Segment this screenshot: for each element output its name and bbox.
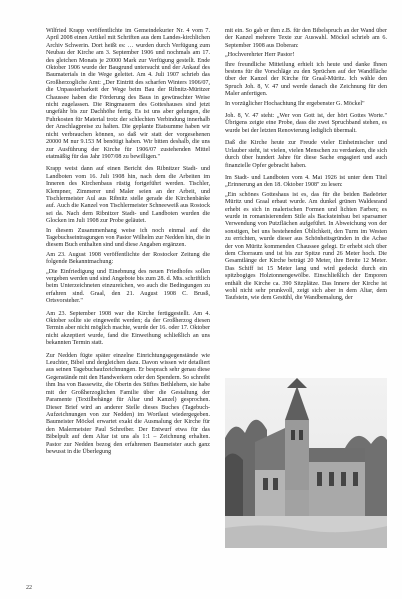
paragraph: Daß die Kirche heute zur Freude vieler Einheimischer und Urlauber steht, ist vielen, vielen Menschen zu verdanken, die sich durch über hundert Jahre für diese Sache engagiert und auch finanzielle Opfer gebracht haben. bbox=[225, 140, 387, 169]
right-text-column bbox=[225, 28, 387, 305]
page-number: 22 bbox=[26, 585, 32, 591]
paragraph: Im Stadt- und Landboten vom 4. Mai 1926 ist unter dem Titel „Erinnerung an den 18. Oktober 1908" zu lesen: bbox=[225, 174, 387, 189]
church-photo-graphic bbox=[225, 378, 387, 548]
quote-paragraph: „Die Einfriedigung und Einebnung des neuen Friedhofes sollen vergeben werden und sind Angebote bis zum 28. d. Mts. schriftlich beim Unterzeichneten einzureichen, wo auch die Bedingungen zu erfahren sind. Graal, den 21. August 1908 C. Brusß, Ortsvorsteher." bbox=[46, 268, 210, 305]
paragraph: Zur Nedden fügte später einzelne Einrichtungsgegenstände wie Leuchter, Bibel und dergleichen dazu. Davon wissen wir detailiert aus seinen Tagebuchaufzeichnungen. Er besprach sehr genau diese Gegenstände mit den Handwerkern oder den Spendern. So schreibt ihm Ina von Bassewitz, die Oberin des Stiftes Bethlehem, sie habe mit der Großherzoglichen Familie über die Gestaltung der Paramente (Textilbehänge für Altar und Kanzel) gesprochen. Dieser Brief wird an anderer Stelle dieses Buches (Tagebuch-Aufzeichnungen von zur Nedden) im Wortlaut wiedergegeben. Baumeister Möckel erwartet exakt die Ausmalung der Kirche für den Malermeister Paul Schreiber. Der Entwurf etwa für das Bibelpult auf dem Altar ist uns als 1:1 – Zeichnung erhalten. Pastor zur Nedden bezog den erfahrenen Baumeister auch ganz bewusst in die Überlegung bbox=[46, 352, 210, 455]
paragraph: Krapp weist dann auf einen Bericht des Ribnitzer Stadt- und Landboten vom 16. Juli 1908 hin, nach dem die Arbeiten im Inneren des Kirchenbaus rüstig fortgeführt werden. Tischler, Klempner, Zimmerer und Maler seien an der Arbeit, und Tischlermeister Aul aus Ribnitz stelle gerade die Kirchenbänke auf. Auch die Kanzel von Tischlermeister Schneeweiß aus Rostock sei da. Nach dem Ribnitzer Stadt- und Landboten wurden die Glocken im Juli 1908 zur Probe geläutet. bbox=[46, 166, 210, 225]
paragraph: Wilfried Krapp veröffentlichte im Gemeindekurier Nr. 4 vom 7. April 2008 einen Artikel mit Schriften aus dem Landes-kirchlichen Archiv Schwerin. Dort heißt es: … wurden durch Verfügung zum Neubau der Kirche am 3. September 1906 und nochmals am 17. des gleichen Monats je 20000 Mark zur Verfügung gestellt. Ende Oktober 1906 wurde der Baugrund untersucht und der Ankauf des Baumaterials in die Wege geleitet. Am 4. Juli 1907 schrieb das Großherzogliche Amt: „Der Eintritt des scharfen Winters 1906/07, die Unpassierbarkeit der Wege beim Bau der Ribnitz-Müritzer Chaussee haben die Förderung des Baus in gewünschter Weise nicht zugelassen. Die Ringmauern des Gotteshauses sind jetzt ungefähr bis zur Dachhöhe fertig. Es ist uns aber gelungen, die Fuhrkosten für Material trotz der schlechten Verbindung innerhalb der Anschlagpreise zu halten. Die geplante Etatsumme haben wir nicht verbrauchen können, so daß wir statt der vorgesehenen 20000 M nur 9.153 M benötigt haben. Wir bitten deshalb, die uns zur Ausführung der Kirche für 1906/07 zustehenden Mittel etatmäßig für das Jahr 1907/08 zu bewilligen." bbox=[46, 28, 210, 160]
quote-paragraph: „Ein schönes Gotteshaus ist es, das für die beiden Badeörter Müritz und Graal erbaut wurde. Am dunkel grünen Waldesrand erhebt es sich in malerischen Formen und lichten Farben; es wurde in romanisierendem Stile als Backsteinbau bei sparsamer Verwendung von Putzflächen aufgeführt. In Abweichung von der sonstigen, bei uns bestehenden Üblichkeit, den Turm im Westen zu errichten, wurde dieser aus Schönheitsgründen in die Achse der von Müritz kommenden Chaussee gelegt. Er erhebt sich über dem Chorraum und ist bis zur Spitze rund 26 Meter hoch. Die Gesamtlänge der Kirche beträgt 20 Meter, ihre Breite 12 Meter. Das Schiff ist 15 Meter lang und wird gedeckt durch ein spitzbogiges Holztonnengewölbe. Einschließlich der Emporen enthält die Kirche ca. 390 Sitzplätze. Das Innere der Kirche ist wohl nicht sehr prunkvoll, zeigt sich aber in dem Altar, dem Taufstein, wie dem Gestühl, die Wandbemalung, der bbox=[225, 191, 387, 302]
paragraph: Am 23. August 1908 veröffentlichte der Rostocker Zeitung die folgende Bekanntmachung: bbox=[46, 251, 210, 266]
church-photo bbox=[225, 378, 387, 548]
letter-closing: In vorzüglicher Hochachtung Ihr ergebenster G. Möckel" bbox=[225, 100, 365, 107]
paragraph: Am 23. September 1908 war die Kirche fertiggestellt. Am 4. Oktober sollte sie eingeweiht werden; da der Großherzog diesen Termin aber nicht möglich machte, wurde der 16. oder 17. Oktober nicht akzeptiert wurde, fand die Einweihung schließlich an uns bekannten Termin statt. bbox=[46, 310, 210, 347]
letter-salutation: „Hochverehrter Herr Pastor! bbox=[225, 52, 295, 59]
letter-body: Ihre freundliche Mitteilung erhielt ich heute und danke Ihnen bestens für die Vorschläge zu den Sprüchen auf der Wandfläche über der Kanzel der Kirche für Graal-Müritz. Ich wähle den Spruch Joh. 8, V. 47 und werde danach die Zeichnung für den Maler anfertigen. bbox=[225, 61, 387, 98]
paragraph: mit ein. So gab er ihm z.B. für den Bibelspruch an der Wand über der Kanzel mehrere Texte zur Auswahl. Möckel schrieb am 6. September 1908 aus Doberan: bbox=[225, 28, 387, 49]
paragraph: Joh. 8, V. 47 steht: „Wer von Gott ist, der hört Gottes Worte." Übrigens zeigte eine Probe, dass die zwei Spruchband stehen, es wurde bei der letzten Renovierung lediglich übermalt. bbox=[225, 113, 387, 134]
paragraph: In diesem Zusammenhang weise ich noch einmal auf die Tagebuchseintragungen von Pastor Wilhelm zur Nedden hin, die in diesem Buch enthalten sind und diese Angaben ergänzen. bbox=[46, 227, 210, 249]
left-text-column bbox=[46, 28, 210, 458]
